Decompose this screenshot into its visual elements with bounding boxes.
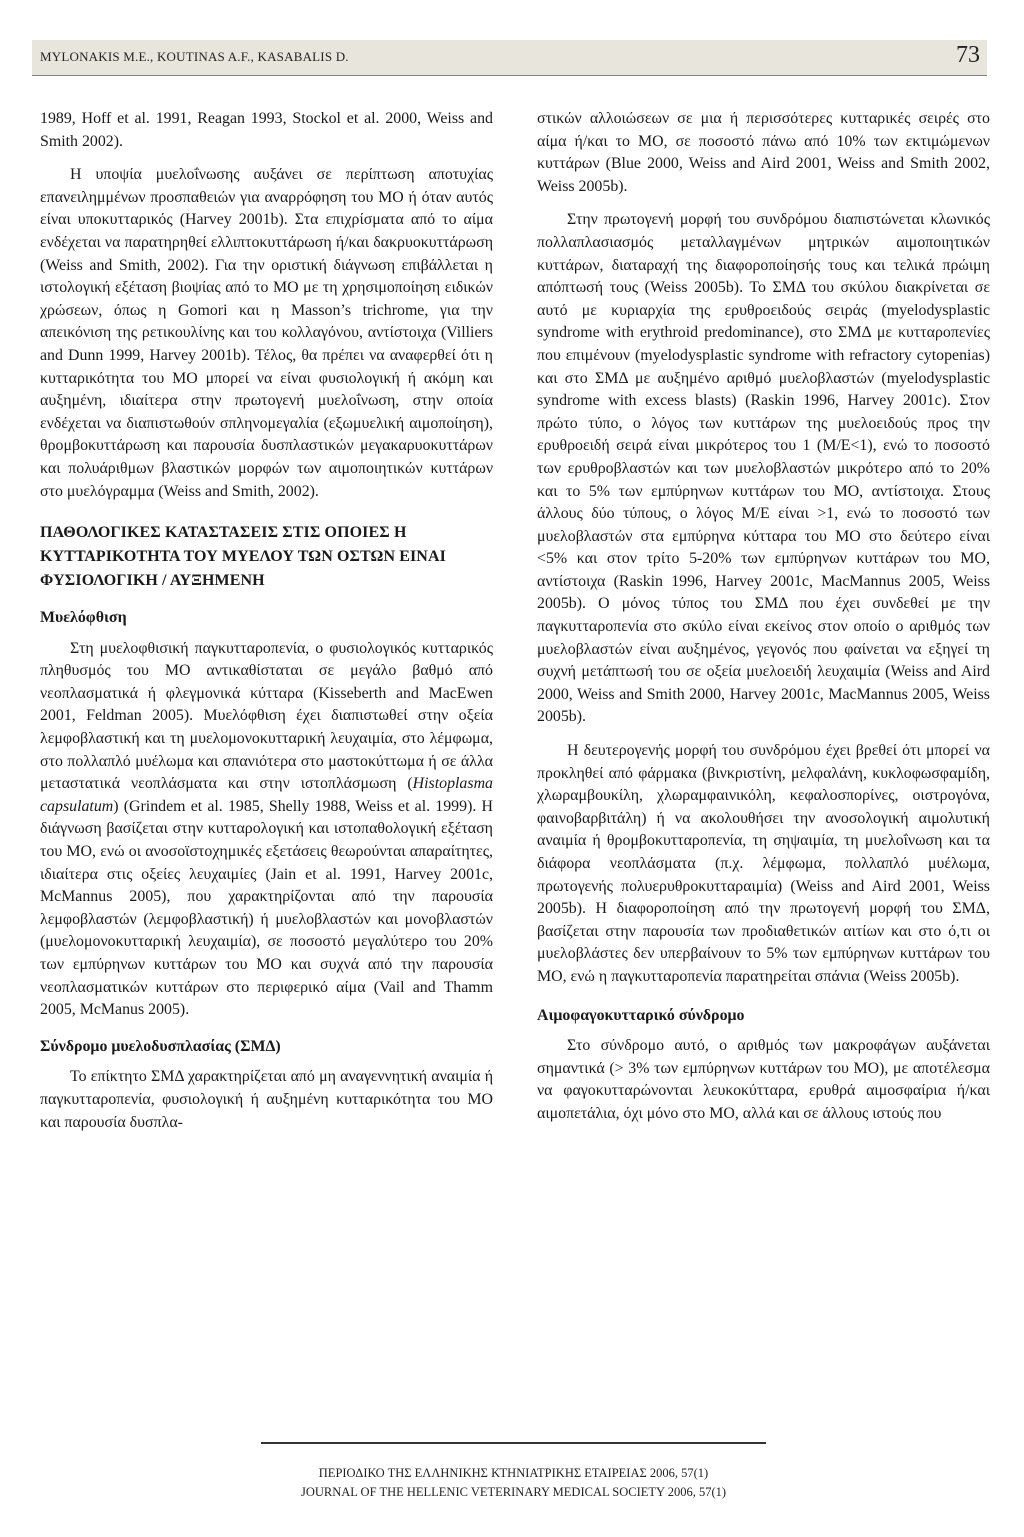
- page-number: 73: [956, 42, 980, 68]
- paragraph: 1989, Hoff et al. 1991, Reagan 1993, Stockol et al. 2000, Weiss and Smith 2002).: [40, 110, 493, 150]
- running-head-authors: MYLONAKIS M.E., KOUTINAS A.F., KASABALIS D.: [40, 49, 349, 64]
- paragraph: Στην πρωτογενή μορφή του συνδρόμου διαπιστώνεται κλωνικός πολλαπλασιασμός μεταλλαγμένων μητρικών αιμοποιητικών κυττάρων, διαταραχή της διαφοροποίησής τους και τελικά πρώιμη απόπτωσή τους (Weiss 2005b). Το ΣΜΔ του σκύλου διακρίνεται σε αυτό με κυριαρχία της ερυθροειδούς σειράς (myelodysplastic syndrome with erythroid predominance), στο ΣΜΔ με κυτταροπενίες που επιμένουν (myelodysplastic syndrome with refractory cytopenias) και στο ΣΜΔ με αυξημένο αριθμό μυελοβλαστών (myelodysplastic syndrome with excess blasts) (Raskin 1996, Harvey 2001c). Στον πρώτο τύπο, ο λόγος των κυττάρων της μυελοειδούς προς την ερυθροειδή σειρά είναι μικρότερος του 1 (Μ/Ε<1), ενώ το ποσοστό των ερυθροβλαστών και των μυελοβλαστών μικρότερο από το 20% και το 5% των εμπύρηνων κυττάρων του ΜΟ, αντίστοιχα. Στους άλλους δύο τύπους, ο λόγος Μ/Ε είναι >1, ενώ το ποσοστό των μυελοβλαστών στα εμπύρηνα κύτταρα του ΜΟ στο δεύτερο είναι <5% και στον τρίτο 5-20% των εμπύρηνων κυττάρων του ΜΟ, αντίστοιχα (Raskin 1996, Harvey 2001c, MacMannus 2005, Weiss 2005b). Ο μόνος τύπος του ΣΜΔ που έχει συνδεθεί με την παγκυτταροπενία στο σκύλο είναι εκείνος στον οποίο ο αριθμός των μυελοβλαστών είναι αυξημένος, γεγονός που φαίνεται να εξηγεί τη συχνή μετάπτωσή του σε οξεία μυελοειδή λευχαιμία (Weiss and Aird 2000, Weiss and Smith 2000, Harvey 2001c, MacMannus 2005, Weiss 2005b).: [537, 211, 990, 726]
- subheading-mds: Σύνδρομο μυελοδυσπλασίας (ΣΜΔ): [40, 1037, 281, 1055]
- paragraph: [40, 638, 493, 1022]
- footer-line-english: JOURNAL OF THE HELLENIC VETERINARY MEDICAL SOCIETY 2006, 57(1): [300, 1485, 727, 1499]
- text-run: Στη μυελοφθισική παγκυτταροπενία, ο φυσιολογικός κυτταρικός πληθυσμός του ΜΟ αντικαθίσταται σε μεγάλο βαθμό από νεοπλασματικά ή φλεγμονικά κύτταρα (Kisseberth and MacEwen 2001, Feldman 2005). Μυελόφθιση έχει διαπιστωθεί στην οξεία λεμφοβλαστική και τη μυελομονοκυτταρική λευχαιμία, στο λέμφωμα, στο πολλαπλό μυέλωμα και σπανιότερα στο μαστοκύττωμα ή σε άλλα μεταστατικά νεοπλάσματα και στην ιστοπλάσμωση (: [40, 639, 493, 793]
- paragraph: Στο σύνδρομο αυτό, ο αριθμός των μακροφάγων αυξάνεται σημαντικά (> 3% των εμπύρηνων κυττάρων του ΜΟ), με αποτέλεσμα να φαγοκυτταρώνονται λευκοκύτταρα, ερυθρά αιμοσφαίρια ή/και αιμοπετάλια, όχι μόνο στο ΜΟ, αλλά και σε άλλους ιστούς που: [537, 1037, 990, 1122]
- species-name: Histoplasma capsulatum: [40, 775, 493, 815]
- journal-footer: [261, 1442, 766, 1502]
- subheading-hemophagocytic: Αιμοφαγοκυτταρικό σύνδρομο: [537, 1006, 745, 1024]
- paragraph: Η υποψία μυελοΐνωσης αυξάνει σε περίπτωση αποτυχίας επανειλημμένων προσπαθειών για αναρρόφηση του ΜΟ ή όταν αυτός είναι υποκυτταρικός (Harvey 2001b). Στα επιχρίσματα από το αίμα ενδέχεται να παρατηρηθεί ελλιπτοκυττάρωση ή/και δακρυοκυττάρωση (Weiss and Smith, 2002). Για την οριστική διάγνωση επιβάλλεται η ιστολογική εξέταση βιοψίας από το ΜΟ με τη χρησιμοποίηση ειδικών χρώσεων, όπως η Gomori και η Masson’s trichrome, για την απεικόνιση της ρετικουλίνης και του κολλαγόνου, αντίστοιχα (Villiers and Dunn 1999, Harvey 2001b). Τέλος, θα πρέπει να αναφερθεί ότι η κυτταρικότητα του ΜΟ μπορεί να είναι φυσιολογική ή ακόμη και αυξημένη, ιδιαίτερα στην πρωτογενή μυελοΐνωση, στην οποία ενδέχεται να διαπιστωθούν σπληνομεγαλία (εξωμυελική αιμοποίηση), θρομβοκυττάρωση και παρουσία δυσπλαστικών μεγακαρυοκυττάρων και πολυάριθμων βλαστικών μορφών των αιμοποιητικών κυττάρων στο μυελόγραμμα (Weiss and Smith, 2002).: [40, 166, 493, 500]
- right-column: [537, 108, 990, 1126]
- footer-line-greek: ΠΕΡΙΟΔΙΚΟ ΤΗΣ ΕΛΛΗΝΙΚΗΣ ΚΤΗΝΙΑΤΡΙΚΗΣ ΕΤΑΙΡΕΙΑΣ 2006, 57(1): [318, 1466, 709, 1480]
- paragraph: Το επίκτητο ΣΜΔ χαρακτηρίζεται από μη αναγεννητική αναιμία ή παγκυτταροπενία, φυσιολογική ή αυξημένη κυτταρικότητα του ΜΟ και παρουσία δυσπλα-: [40, 1068, 493, 1131]
- text-run: ) (Grindem et al. 1985, Shelly 1988, Weiss et al. 1999). Η διάγνωση βασίζεται στην κυτταρολογική και ιστοπαθολογική εξέταση του ΜΟ, ενώ οι ανοσοϊστοχημικές εξετάσεις θεωρούνται απαραίτητες, ιδιαίτερα στις οξείες λευχαιμίες (Jain et al. 1991, Harvey 2001c, McMannus 2005), που χαρακτηρίζονται από την παρουσία λεμφοβλαστών (λεμφοβλαστική) ή μυελοβλαστών και μονοβλαστών (μυελομονοκυτταρική λευχαιμία), σε ποσοστό μεγαλύτερο του 20% των εμπύρηνων κυττάρων του ΜΟ και συχνά από την παρουσία νεοπλασματικών κυττάρων στο περιφερικό αίμα (Vail and Thamm 2005, McManus 2005).: [40, 797, 493, 1019]
- section-heading: ΠΑΘΟΛΟΓΙΚΕΣ ΚΑΤΑΣΤΑΣΕΙΣ ΣΤΙΣ ΟΠΟΙΕΣ Η ΚΥΤΤΑΡΙΚΟΤΗΤΑ ΤΟΥ ΜΥΕΛΟΥ ΤΩΝ ΟΣΤΩΝ ΕΙΝΑΙ ΦΥΣΙΟΛΟΓΙΚΗ / ΑΥΞΗΜΕΝΗ: [40, 524, 446, 590]
- paragraph: στικών αλλοιώσεων σε μια ή περισσότερες κυτταρικές σειρές στο αίμα ή/και το ΜΟ, σε ποσοστό πάνω από 10% των εκτιμώμενων κυττάρων (Blue 2000, Weiss and Aird 2001, Weiss and Smith 2002, Weiss 2005b).: [537, 110, 990, 195]
- paragraph: Η δευτερογενής μορφή του συνδρόμου έχει βρεθεί ότι μπορεί να προκληθεί από φάρμακα (βινκριστίνη, μελφαλάνη, κυκλοφωσφαμίδη, χλωραμβουκίλη, χλωραμφαινικόλη, κεφαλοσπορίνες, οιστρογόνα, φαινοβαρβιτάλη) ή να ακολουθήσει την ανοσολογική αιμολυτική αναιμία ή θρομβοκυτταροπενία, τη σηψαιμία, τη μυελοΐνωση και τα διάφορα νεοπλάσματα (π.χ. λέμφωμα, πολλαπλό μυέλωμα, πρωτογενής πολυερυθροκυτταραιμία) (Weiss and Aird 2001, Weiss 2005b). Η διαφοροποίηση από την πρωτογενή μορφή του ΣΜΔ, βασίζεται στην παρουσία των προδιαθετικών αιτίων και στο ό,τι οι μυελοβλάστες δεν υπερβαίνουν το 5% των εμπύρηνων κυττάρων του ΜΟ, ενώ η παγκυτταροπενία παρατηρείται σπάνια (Weiss 2005b).: [537, 742, 990, 985]
- subheading-myelophthisis: Μυελόφθιση: [40, 609, 127, 627]
- left-column: [40, 108, 493, 1134]
